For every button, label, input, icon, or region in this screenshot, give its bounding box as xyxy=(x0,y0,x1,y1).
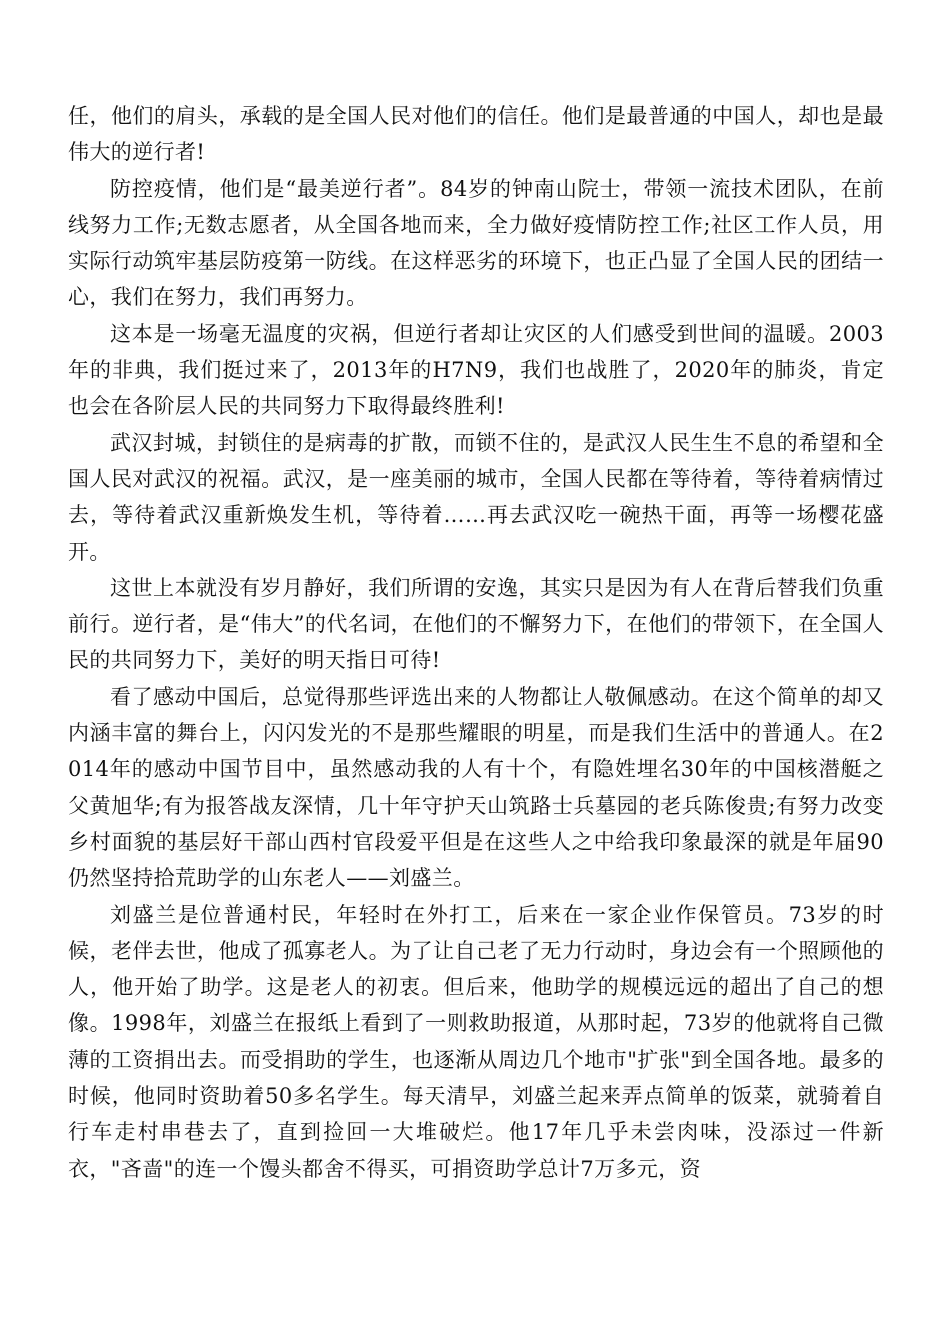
paragraph-4: 武汉封城，封锁住的是病毒的扩散，而锁不住的，是武汉人民生生不息的希望和全国人民对武汉的祝福。武汉，是一座美丽的城市，全国人民都在等待着，等待着病情过去，等待着武汉重新焕发生机，等待着……再去武汉吃一碗热干面，再等一场樱花盛开。 xyxy=(68,430,884,564)
paragraph-6: 看了感动中国后，总觉得那些评选出来的人物都让人敬佩感动。在这个简单的却又内涵丰富的舞台上，闪闪发光的不是那些耀眼的明星，而是我们生活中的普通人。在2014年的感动中国节目中，虽然感动我的人有十个，有隐姓埋名30年的中国核潜艇之父黄旭华;有为报答战友深情，几十年守护天山筑路士兵墓园的老兵陈俊贵;有努力改变乡村面貌的基层好干部山西村官段爱平但是在这些人之中给我印象最深的就是年届90仍然坚持拾荒助学的山东老人——刘盛兰。 xyxy=(68,684,884,891)
paragraph-1: 任，他们的肩头，承载的是全国人民对他们的信任。他们是最普通的中国人，却也是最伟大的逆行者! xyxy=(68,104,884,165)
paragraph-2: 防控疫情，他们是“最美逆行者”。84岁的钟南山院士，带领一流技术团队，在前线努力工作;无数志愿者，从全国各地而来，全力做好疫情防控工作;社区工作人员，用实际行动筑牢基层防疫第一防线。在这样恶劣的环境下，也正凸显了全国人民的团结一心，我们在努力，我们再努力。 xyxy=(68,176,884,310)
article-body xyxy=(68,98,884,1187)
paragraph-3: 这本是一场毫无温度的灾祸，但逆行者却让灾区的人们感受到世间的温暖。2003年的非典，我们挺过来了，2013年的H7N9，我们也战胜了，2020年的肺炎，肯定也会在各阶层人民的共同努力下取得最终胜利! xyxy=(68,321,884,419)
paragraph-7: 刘盛兰是位普通村民，年轻时在外打工，后来在一家企业作保管员。73岁的时候，老伴去世，他成了孤寡老人。为了让自己老了无力行动时，身边会有一个照顾他的人，他开始了助学。这是老人的初衷。但后来，他助学的规模远远的超出了自己的想像。1998年，刘盛兰在报纸上看到了一则救助报道，从那时起，73岁的他就将自己微薄的工资捐出去。而受捐助的学生，也逐渐从周边几个地市"扩张"到全国各地。最多的时候，他同时资助着50多名学生。每天清早，刘盛兰起来弄点简单的饭菜，就骑着自行车走村串巷去了，直到捡回一大堆破烂。他17年几乎未尝肉味，没添过一件新衣，"吝啬"的连一个馒头都舍不得买，可捐资助学总计7万多元，资 xyxy=(68,902,884,1181)
paragraph-5: 这世上本就没有岁月静好，我们所谓的安逸，其实只是因为有人在背后替我们负重前行。逆行者，是“伟大”的代名词，在他们的不懈努力下，在他们的带领下，在全国人民的共同努力下，美好的明天指日可待! xyxy=(68,575,884,673)
